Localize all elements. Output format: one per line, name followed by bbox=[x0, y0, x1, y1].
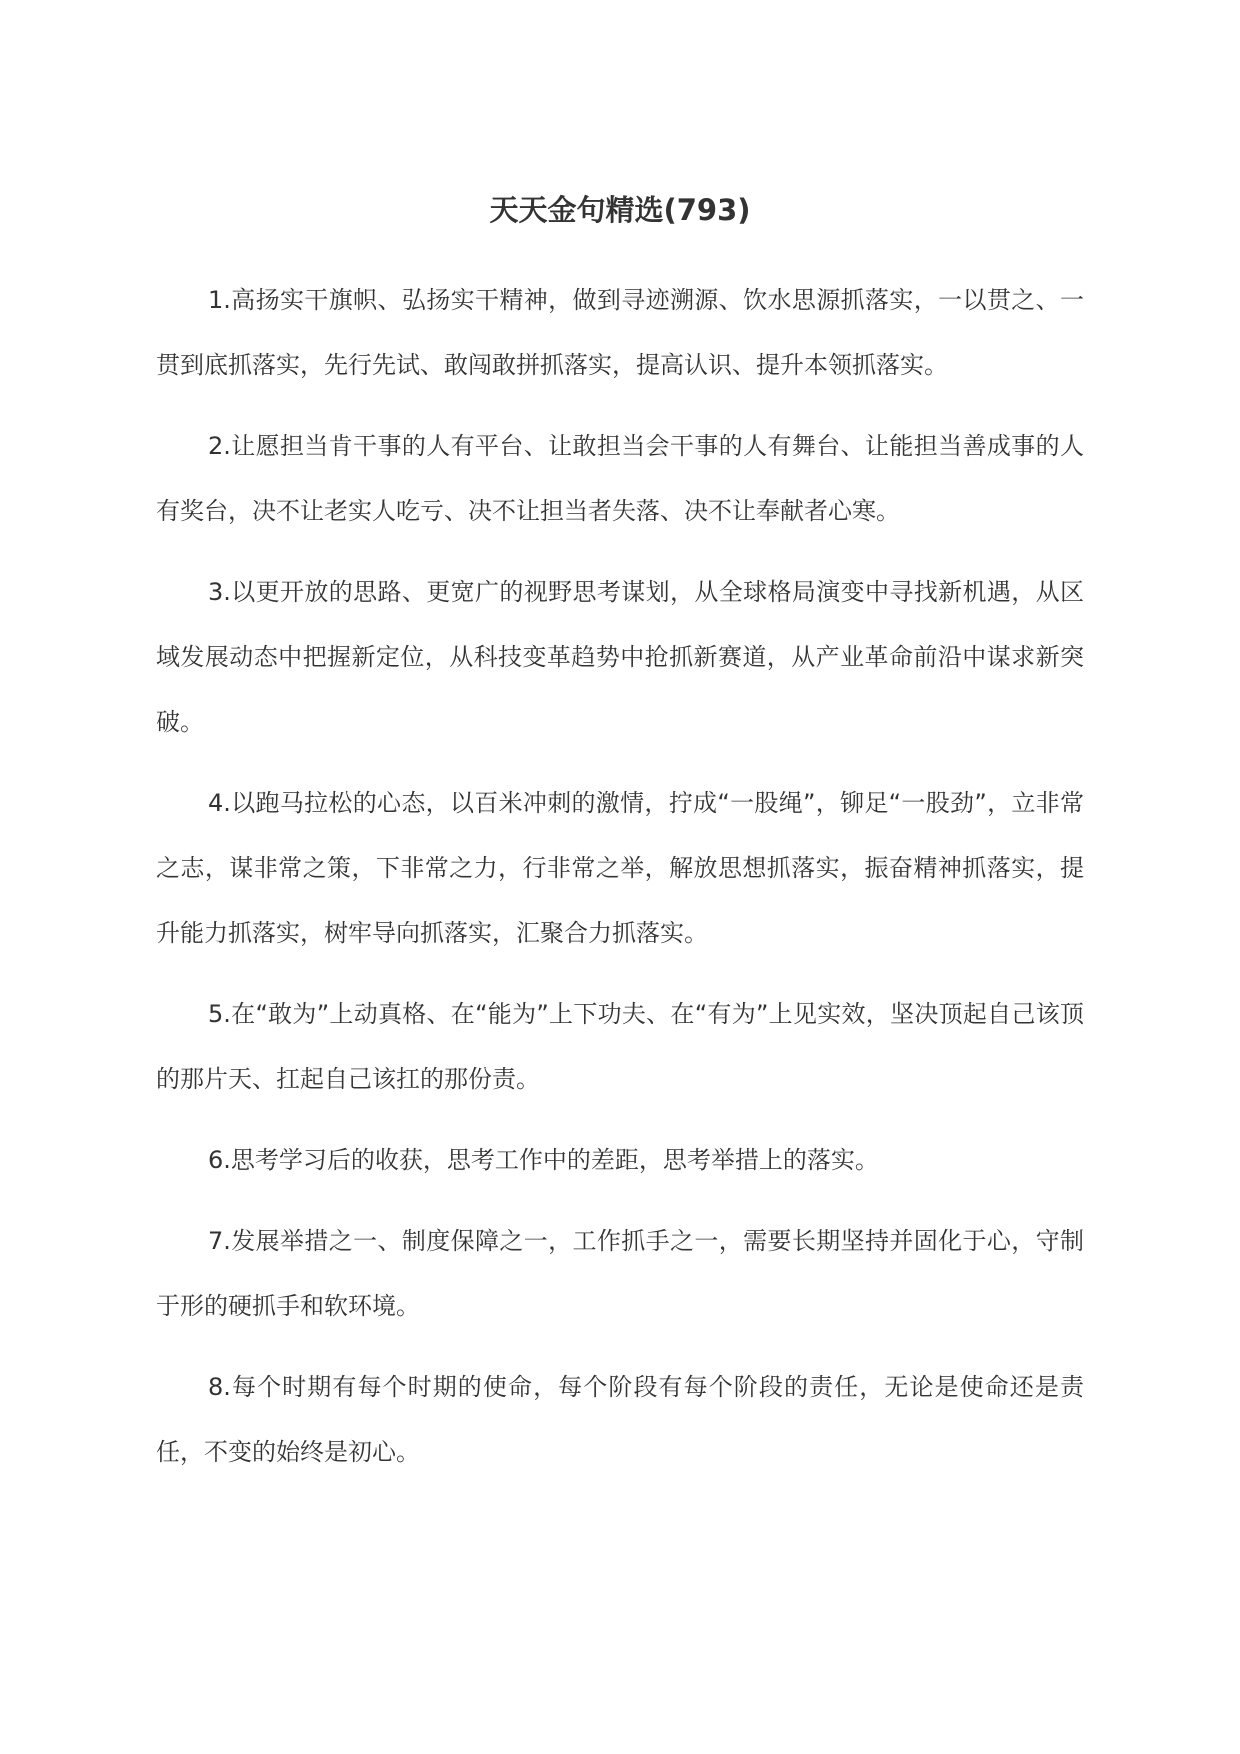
quote-paragraph-8: 8.每个时期有每个时期的使命，每个阶段有每个阶段的责任，无论是使命还是责任，不变的始终是初心。 bbox=[156, 1373, 1084, 1466]
quote-paragraph-7: 7.发展举措之一、制度保障之一，工作抓手之一，需要长期坚持并固化于心，守制于形的硬抓手和软环境。 bbox=[156, 1227, 1084, 1320]
quote-paragraph-3: 3.以更开放的思路、更宽广的视野思考谋划，从全球格局演变中寻找新机遇，从区域发展动态中把握新定位，从科技变革趋势中抢抓新赛道，从产业革命前沿中谋求新突破。 bbox=[156, 578, 1084, 736]
document-title: 天天金句精选(793) bbox=[489, 193, 751, 227]
quote-paragraph-1: 1.高扬实干旗帜、弘扬实干精神，做到寻迹溯源、饮水思源抓落实，一以贯之、一贯到底抓落实，先行先试、敢闯敢拼抓落实，提高认识、提升本领抓落实。 bbox=[156, 286, 1084, 379]
quote-paragraph-5: 5.在“敢为”上动真格、在“能为”上下功夫、在“有为”上见实效，坚决顶起自己该顶的那片天、扛起自己该扛的那份责。 bbox=[156, 1000, 1084, 1093]
quote-list bbox=[156, 268, 1084, 1501]
quote-paragraph-2: 2.让愿担当肯干事的人有平台、让敢担当会干事的人有舞台、让能担当善成事的人有奖台，决不让老实人吃亏、决不让担当者失落、决不让奉献者心寒。 bbox=[156, 432, 1084, 525]
quote-paragraph-6: 6.思考学习后的收获，思考工作中的差距，思考举措上的落实。 bbox=[208, 1146, 879, 1174]
quote-paragraph-4: 4.以跑马拉松的心态，以百米冲刺的激情，拧成“一股绳”，铆足“一股劲”，立非常之志，谋非常之策，下非常之力，行非常之举，解放思想抓落实，振奋精神抓落实，提升能力抓落实，树牢导向抓落实，汇聚合力抓落实。 bbox=[156, 789, 1084, 947]
